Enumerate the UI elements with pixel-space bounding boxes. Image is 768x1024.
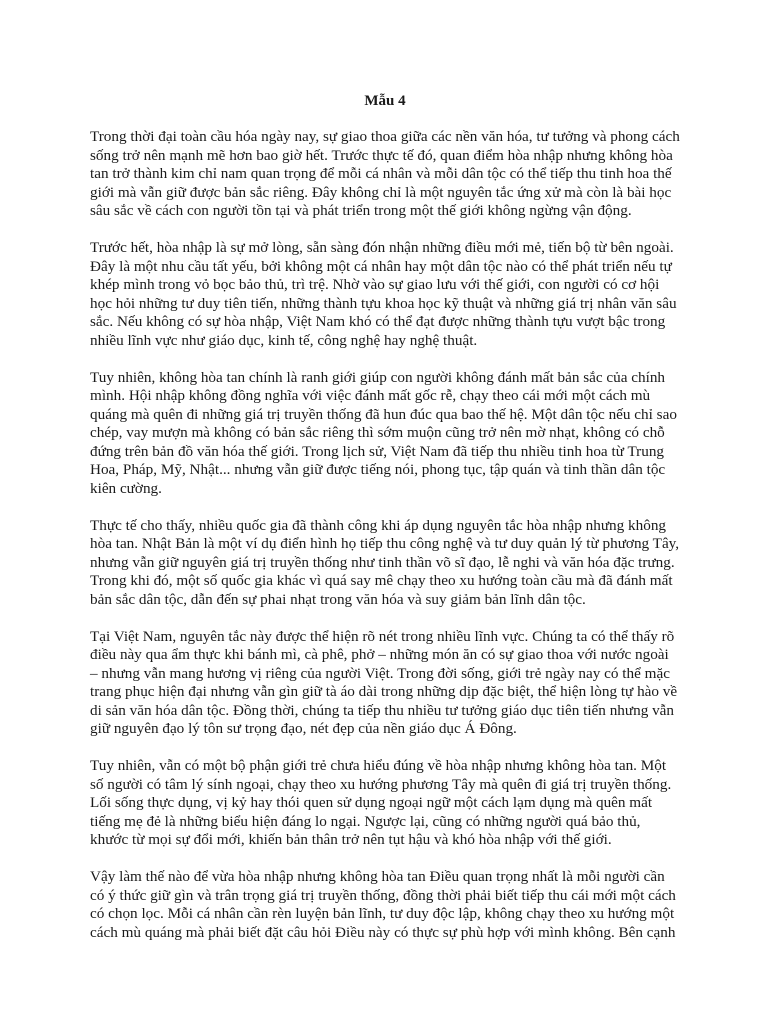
paragraph-4: Thực tế cho thấy, nhiều quốc gia đã thành công khi áp dụng nguyên tắc hòa nhập nhưng không hòa tan. Nhật Bản là một ví dụ điển hình họ tiếp thu công nghệ và tư duy quản lý từ phương Tây, nhưng vẫn giữ nguyên giá trị truyền thống như tinh thần võ sĩ đạo, lễ nghi và văn hóa đặc trưng. Trong khi đó, một số quốc gia khác vì quá say mê chạy theo xu hướng toàn cầu mà đã đánh mất bản sắc dân tộc, dẫn đến sự phai nhạt trong văn hóa và suy giảm bản lĩnh dân tộc.	[90, 516, 680, 608]
paragraph-2: Trước hết, hòa nhập là sự mở lòng, sẵn sàng đón nhận những điều mới mẻ, tiến bộ từ bên ngoài. Đây là một nhu cầu tất yếu, bởi không một cá nhân hay một dân tộc nào có thể phát triển nếu tự khép mình trong vỏ bọc bảo thủ, trì trệ. Nhờ vào sự giao lưu với thế giới, con người có cơ hội học hỏi những tư duy tiên tiến, những thành tựu khoa học kỹ thuật và những giá trị nhân văn sâu sắc. Nếu không có sự hòa nhập, Việt Nam khó có thể đạt được những thành tựu vượt bậc trong nhiều lĩnh vực như giáo dục, kinh tế, công nghệ hay nghệ thuật.	[90, 239, 677, 349]
document-page	[90, 92, 680, 961]
paragraph-7: Vậy làm thế nào để vừa hòa nhập nhưng không hòa tan Điều quan trọng nhất là mỗi người cần có ý thức giữ gìn và trân trọng giá trị truyền thống, đồng thời phải biết tiếp thu cái mới một cách có chọn lọc. Mỗi cá nhân cần rèn luyện bản lĩnh, tư duy độc lập, không chạy theo xu hướng một cách mù quáng mà phải biết đặt câu hỏi Điều này có thực sự phù hợp với mình không. Bên cạnh	[90, 868, 676, 941]
paragraph-5: Tại Việt Nam, nguyên tắc này được thể hiện rõ nét trong nhiều lĩnh vực. Chúng ta có thể thấy rõ điều này qua ẩm thực khi bánh mì, cà phê, phở – những món ăn có sự giao thoa với nước ngoài – nhưng vẫn mang hương vị riêng của người Việt. Trong đời sống, giới trẻ ngày nay có thể mặc trang phục hiện đại nhưng vẫn gìn giữ tà áo dài trong những dịp đặc biệt, thể hiện lòng tự hào về di sản văn hóa dân tộc. Đồng thời, chúng ta tiếp thu nhiều tư tưởng giáo dục tiên tiến nhưng vẫn giữ nguyên đạo lý tôn sư trọng đạo, nét đẹp của nền giáo dục Á Đông.	[90, 627, 678, 737]
document-title: Mẫu 4	[364, 93, 406, 109]
paragraph-6: Tuy nhiên, vẫn có một bộ phận giới trẻ chưa hiểu đúng về hòa nhập nhưng không hòa tan. Một số người có tâm lý sính ngoại, chạy theo xu hướng phương Tây mà quên đi giá trị truyền thống. Lối sống thực dụng, vị kỷ hay thói quen sử dụng ngoại ngữ một cách lạm dụng mà quên mất tiếng mẹ đẻ là những biểu hiện đáng lo ngại. Ngược lại, cũng có những người quá bảo thủ, khước từ mọi sự đổi mới, khiến bản thân trở nên tụt hậu và khó hòa nhập với thế giới.	[90, 757, 672, 848]
paragraph-1: Trong thời đại toàn cầu hóa ngày nay, sự giao thoa giữa các nền văn hóa, tư tưởng và phong cách sống trở nên mạnh mẽ hơn bao giờ hết. Trước thực tế đó, quan điểm hòa nhập nhưng không hòa tan trở thành kim chỉ nam quan trọng để mỗi cá nhân và mỗi dân tộc có thể tiếp thu tinh hoa thế giới mà vẫn giữ được bản sắc riêng. Đây không chỉ là một nguyên tắc ứng xử mà còn là bài học sâu sắc về cách con người tồn tại và phát triển trong một thế giới không ngừng vận động.	[90, 128, 680, 219]
paragraph-3: Tuy nhiên, không hòa tan chính là ranh giới giúp con người không đánh mất bản sắc của chính mình. Hội nhập không đồng nghĩa với việc đánh mất gốc rễ, chạy theo cái mới một cách mù quáng mà quên đi những giá trị truyền thống đã hun đúc qua bao thế hệ. Một dân tộc nếu chỉ sao chép, vay mượn mà không có bản sắc riêng thì sớm muộn cũng trở nên mờ nhạt, không có chỗ đứng trên bản đồ văn hóa thế giới. Trong lịch sử, Việt Nam đã tiếp thu nhiều tinh hoa từ Trung Hoa, Pháp, Mỹ, Nhật... nhưng vẫn giữ được tiếng nói, phong tục, tập quán và tinh thần dân tộc kiên cường.	[90, 368, 677, 497]
